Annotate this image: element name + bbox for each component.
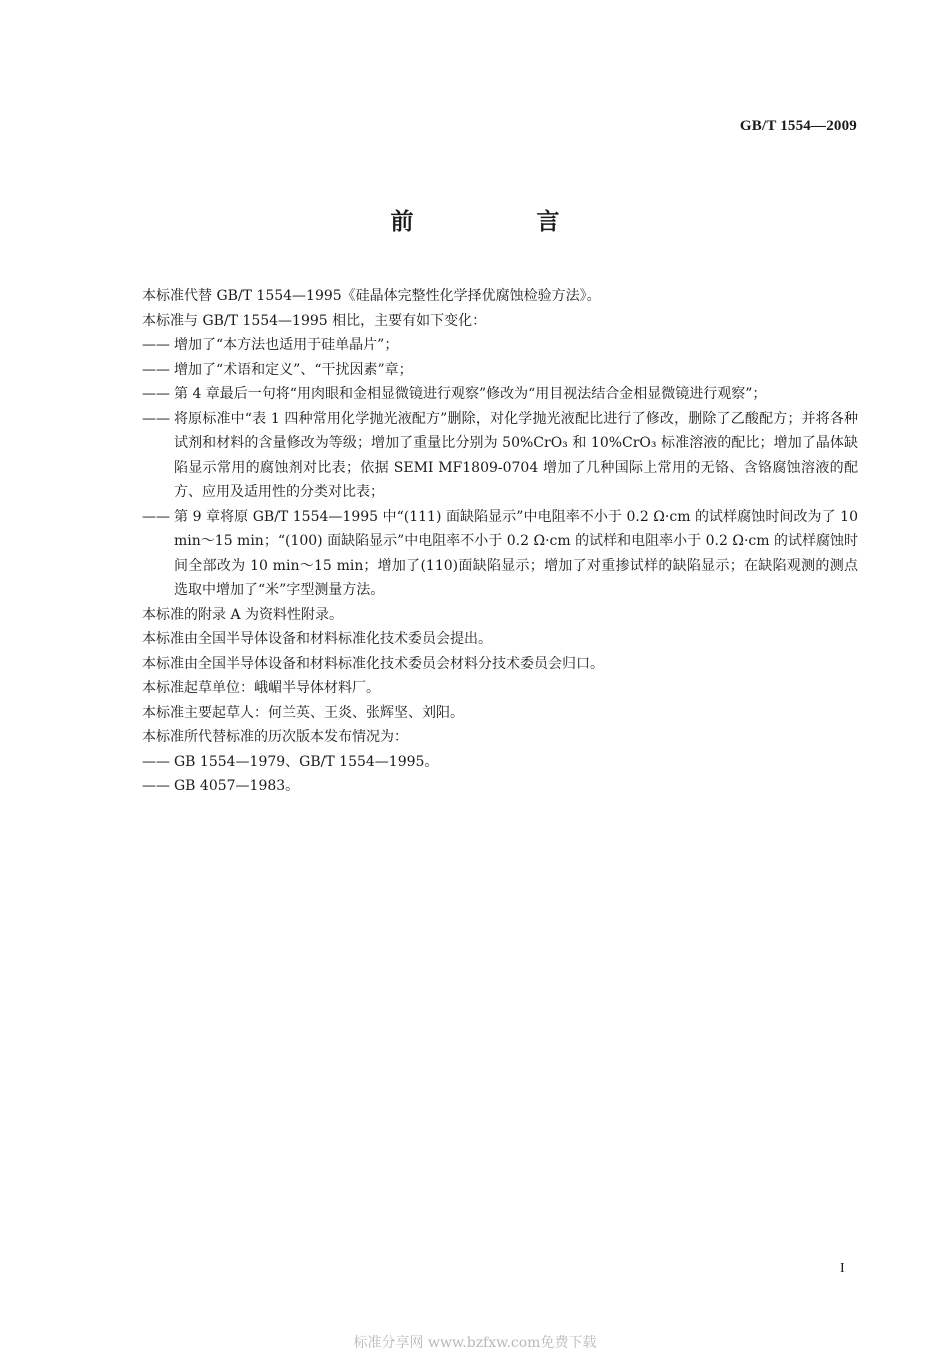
list-item-text: GB 4057—1983。 [174,778,300,794]
list-item-text: 第 9 章将原 GB/T 1554—1995 中“(111) 面缺陷显示”中电阻率不小于 0.2 Ω·cm 的试样腐蚀时间改为了 10 min～15 min；“(100) 面缺陷显示”中电阻率不小于 0.2 Ω·cm 的试样和电阻率小于 0.2 Ω·cm 的试样腐蚀时间全部改为 10 min～15 min；增加了(110)面缺陷显示；增加了对重掺试样的缺陷显示；在缺陷观测的测点选取中增加了“米”字型测量方法。 [174,508,858,598]
list-item-text: 将原标准中“表 1 四种常用化学抛光液配方”删除，对化学抛光液配比进行了修改，删除了乙酸配方；并将各种试剂和材料的含量修改为等级；增加了重量比分别为 50%CrO₃ 和 10%CrO₃ 标准溶液的配比；增加了晶体缺陷显示常用的腐蚀剂对比表；依据 SEMI MF1809-0704 增加了几种国际上常用的无铬、含铬腐蚀溶液的配方、应用及适用性的分类对比表； [174,410,858,500]
paragraph-replaces: 本标准代替 GB/T 1554—1995《硅晶体完整性化学择优腐蚀检验方法》。 [142,288,601,304]
dash-marker: —— [142,361,170,378]
dash-marker: —— [142,753,170,770]
watermark: 标准分享网 www.bzfxw.com免费下载 [353,1335,597,1351]
dash-marker: —— [142,337,170,353]
list-item-text: 增加了“本方法也适用于硅单晶片”； [174,337,399,353]
list-item-text: GB 1554—1979、GB/T 1554—1995。 [174,753,439,770]
dash-marker: —— [142,410,170,427]
foreword-body [142,284,858,799]
list-item [142,774,858,799]
list-item-text: 增加了“术语和定义”、“干扰因素”章； [174,361,413,378]
dash-marker: —— [142,508,170,525]
standard-number: GB/T 1554—2009 [739,118,857,134]
list-item-text: 第 4 章最后一句将“用肉眼和金相显微镜进行观察”修改为“用目视法结合金相显微镜进行观察”； [174,386,767,402]
paragraph-drafting-unit: 本标准起草单位：峨嵋半导体材料厂。 [142,680,380,696]
paragraph-changes-intro: 本标准与 GB/T 1554—1995 相比，主要有如下变化： [142,312,487,329]
list-item [142,333,858,358]
paragraph-proposed-by: 本标准由全国半导体设备和材料标准化技术委员会提出。 [142,631,492,647]
list-item [142,750,858,775]
paragraph-annex: 本标准的附录 A 为资料性附录。 [142,606,344,623]
paragraph-centralized-by: 本标准由全国半导体设备和材料标准化技术委员会材料分技术委员会归口。 [142,655,604,672]
dash-marker: —— [142,386,170,402]
list-item [142,358,858,383]
paragraph-history-intro: 本标准所代替标准的历次版本发布情况为： [142,729,408,745]
dash-marker: —— [142,778,170,794]
list-item [142,382,858,407]
list-item [142,407,858,505]
page-title: 前 言 [390,209,610,235]
list-item [142,505,858,603]
page-number: I [840,1261,845,1276]
paragraph-drafters: 本标准主要起草人：何兰英、王炎、张辉坚、刘阳。 [142,704,464,721]
